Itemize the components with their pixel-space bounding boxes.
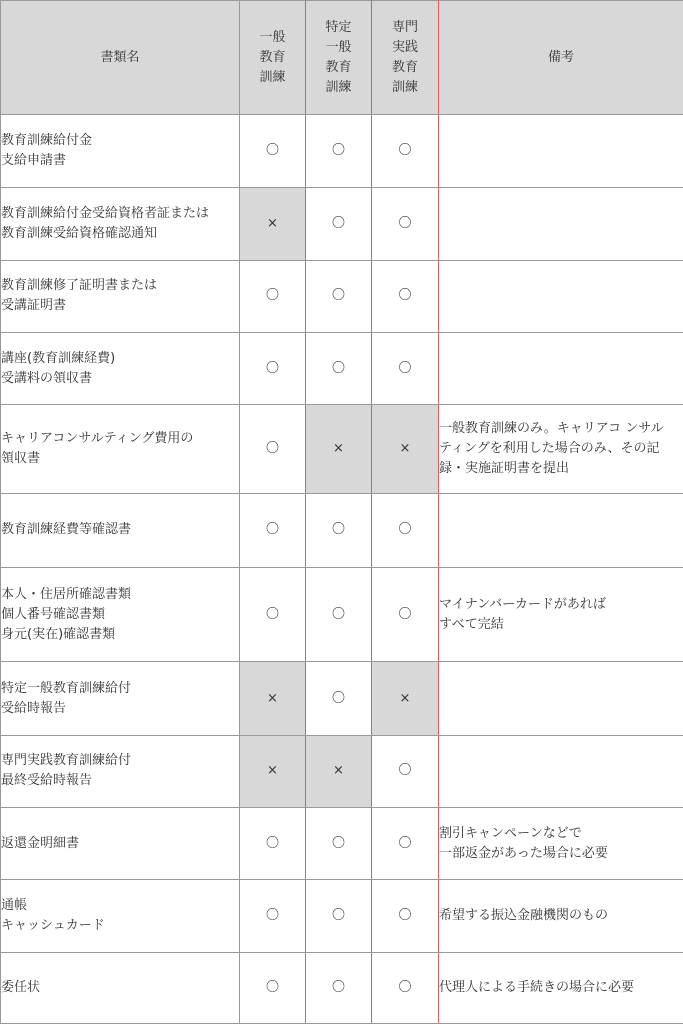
header-row: [1, 1, 683, 115]
header-professional-training: 専門 実践 教育 訓練: [372, 1, 439, 115]
specific-mark-cell: ×: [306, 735, 372, 807]
remarks-cell: [439, 662, 683, 735]
general-mark-cell: 〇: [240, 493, 306, 567]
remarks-cell: [439, 493, 683, 567]
document-name-cell: 教育訓練修了証明書または 受講証明書: [1, 260, 240, 332]
specific-mark-cell: 〇: [306, 952, 372, 1023]
table-body: [1, 115, 683, 1024]
table-row: [1, 952, 683, 1023]
professional-mark-cell: 〇: [372, 115, 439, 188]
general-mark-cell: 〇: [240, 807, 306, 879]
table-row: [1, 405, 683, 493]
professional-mark-cell: 〇: [372, 567, 439, 661]
remarks-cell: マイナンバーカードがあれば すべて完結: [439, 567, 683, 661]
document-name-cell: 通帳 キャッシュカード: [1, 880, 240, 952]
specific-mark-cell: 〇: [306, 567, 372, 661]
general-mark-cell: 〇: [240, 115, 306, 188]
document-name-cell: 返還金明細書: [1, 807, 240, 879]
specific-mark-cell: 〇: [306, 662, 372, 735]
header-remarks: 備考: [439, 1, 683, 115]
general-mark-cell: ×: [240, 735, 306, 807]
specific-mark-cell: 〇: [306, 115, 372, 188]
specific-mark-cell: ×: [306, 405, 372, 493]
document-name-cell: 本人・住居所確認書類 個人番号確認書類 身元(実在)確認書類: [1, 567, 240, 661]
general-mark-cell: 〇: [240, 952, 306, 1023]
professional-mark-cell: 〇: [372, 807, 439, 879]
table-row: [1, 880, 683, 952]
professional-mark-cell: 〇: [372, 735, 439, 807]
professional-mark-cell: 〇: [372, 260, 439, 332]
professional-mark-cell: ×: [372, 405, 439, 493]
specific-mark-cell: 〇: [306, 332, 372, 404]
table-row: [1, 567, 683, 661]
remarks-cell: [439, 735, 683, 807]
table-row: [1, 662, 683, 735]
remarks-cell: 割引キャンペーンなどで 一部返金があった場合に必要: [439, 807, 683, 879]
document-name-cell: キャリアコンサルティング費用の 領収書: [1, 405, 240, 493]
document-name-cell: 教育訓練給付金受給資格者証または 教育訓練受給資格確認通知: [1, 188, 240, 260]
general-mark-cell: 〇: [240, 332, 306, 404]
remarks-cell: 代理人による手続きの場合に必要: [439, 952, 683, 1023]
remarks-cell: [439, 332, 683, 404]
professional-mark-cell: 〇: [372, 493, 439, 567]
general-mark-cell: 〇: [240, 567, 306, 661]
table-row: [1, 735, 683, 807]
professional-mark-cell: 〇: [372, 332, 439, 404]
header-document-name: 書類名: [1, 1, 240, 115]
table-row: [1, 188, 683, 260]
remarks-cell: 希望する振込金融機関のもの: [439, 880, 683, 952]
general-mark-cell: ×: [240, 188, 306, 260]
professional-mark-cell: 〇: [372, 952, 439, 1023]
table-row: [1, 807, 683, 879]
professional-mark-cell: ×: [372, 662, 439, 735]
document-name-cell: 教育訓練給付金 支給申請書: [1, 115, 240, 188]
remarks-cell: [439, 115, 683, 188]
table-row: [1, 493, 683, 567]
general-mark-cell: 〇: [240, 260, 306, 332]
professional-mark-cell: 〇: [372, 880, 439, 952]
remarks-cell: [439, 260, 683, 332]
document-name-cell: 講座(教育訓練経費) 受講料の領収書: [1, 332, 240, 404]
specific-mark-cell: 〇: [306, 807, 372, 879]
table-row: [1, 115, 683, 188]
document-name-cell: 委任状: [1, 952, 240, 1023]
specific-mark-cell: 〇: [306, 493, 372, 567]
document-name-cell: 専門実践教育訓練給付 最終受給時報告: [1, 735, 240, 807]
document-name-cell: 教育訓練経費等確認書: [1, 493, 240, 567]
remarks-cell: 一般教育訓練のみ。キャリアコ ンサル ティングを利用した場合のみ、その記 録・実施証明書を提出: [439, 405, 683, 493]
table-row: [1, 260, 683, 332]
general-mark-cell: 〇: [240, 405, 306, 493]
header-general-training: 一般 教育 訓練: [240, 1, 306, 115]
remarks-cell: [439, 188, 683, 260]
specific-mark-cell: 〇: [306, 880, 372, 952]
specific-mark-cell: 〇: [306, 260, 372, 332]
specific-mark-cell: 〇: [306, 188, 372, 260]
table-row: [1, 332, 683, 404]
header-specific-general-training: 特定 一般 教育 訓練: [306, 1, 372, 115]
document-name-cell: 特定一般教育訓練給付 受給時報告: [1, 662, 240, 735]
general-mark-cell: ×: [240, 662, 306, 735]
professional-mark-cell: 〇: [372, 188, 439, 260]
general-mark-cell: 〇: [240, 880, 306, 952]
